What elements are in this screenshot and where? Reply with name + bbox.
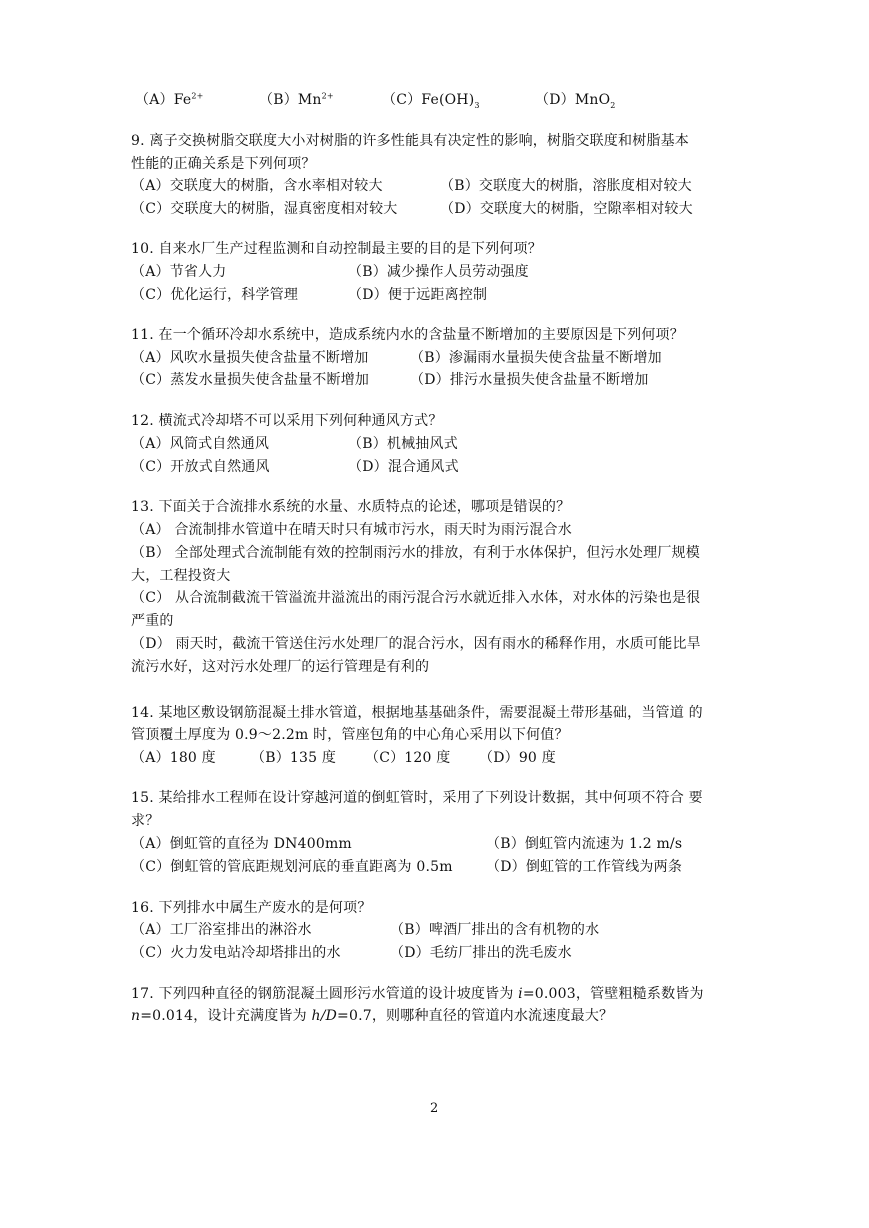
q9-stem-line2: 性能的正确关系是下列何项？ (131, 156, 316, 172)
q15-option-b: （B）倒虹管内流速为 1.2 m/s (486, 836, 683, 852)
q15-option-a: （A）倒虹管的直径为 DN400mm (131, 836, 352, 852)
q11-option-b: （B）渗漏雨水量损失使含盐量不断增加 (410, 350, 662, 366)
q17-stem-line1: 17. 下列四种直径的钢筋混凝土圆形污水管道的设计坡度皆为 i=0.003，管壁粗糙系数皆为 (131, 986, 704, 1002)
q9-stem-line1: 9. 离子交换树脂交联度大小对树脂的许多性能具有决定性的影响，树脂交联度和树脂基本 (131, 133, 690, 149)
q16-option-c: （C）火力发电站冷却塔排出的水 (131, 945, 341, 961)
q13-stem: 13. 下面关于合流排水系统的水量、水质特点的论述，哪项是错误的？ (131, 499, 571, 515)
q14-stem-line2: 管顶覆土厚度为 0.9～2.2m 时，管座包角的中心角心采用以下何值？ (131, 727, 569, 743)
q15-stem-line2: 求？ (131, 813, 160, 829)
q14-option-c: （C）120 度 (365, 750, 451, 766)
q9-option-b: （B）交联度大的树脂，溶胀度相对较大 (440, 178, 692, 194)
q8-option-d: （D）MnO$_2$ (535, 92, 616, 110)
q16-option-d: （D）毛纺厂排出的洗毛废水 (390, 945, 572, 961)
q8-option-c: $(C)Fe(OH)_3$ (382, 92, 480, 110)
q11-stem: 11. 在一个循环冷却水系统中，造成系统内水的含盐量不断增加的主要原因是下列何项？ (131, 327, 684, 343)
q15-option-d: （D）倒虹管的工作管线为两条 (486, 859, 683, 875)
q12-option-a: （A）风筒式自然通风 (131, 436, 270, 452)
q9-option-a: （A）交联度大的树脂，含水率相对较大 (131, 178, 383, 194)
q16-stem: 16. 下列排水中属生产废水的是何项？ (131, 900, 372, 916)
q13-option-b-line1: （B） 全部处理式合流制能有效的控制雨污水的排放，有利于水体保护，但污水处理厂规模 (131, 545, 700, 561)
q14-stem-line1: 14. 某地区敷设钢筋混凝土排水管道，根据地基基础条件，需要混凝土带形基础，当管道 的 (131, 705, 703, 721)
q16-option-a: （A）工厂浴室排出的淋浴水 (131, 922, 312, 938)
q11-option-d: （D）排污水量损失使含盐量不断增加 (410, 372, 649, 388)
q11-option-a: （A）风吹水量损失使含盐量不断增加 (131, 350, 369, 366)
q10-option-d: （D）便于远距离控制 (348, 287, 488, 303)
q13-option-a: （A） 合流制排水管道中在晴天时只有城市污水，雨天时为雨污混合水 (131, 522, 572, 538)
q10-option-c: （C）优化运行，科学管理 (131, 287, 299, 303)
q11-option-c: （C）蒸发水量损失使含盐量不断增加 (131, 372, 370, 388)
q13-option-d-line2: 流污水好，这对污水处理厂的运行管理是有利的 (131, 659, 430, 675)
q9-option-d: （D）交联度大的树脂，空隙率相对较大 (440, 201, 693, 217)
q13-option-c-line2: 严重的 (131, 613, 174, 629)
q8-option-a: $(A)Fe^{2+}$ (135, 91, 204, 108)
q12-option-c: （C）开放式自然通风 (131, 459, 270, 475)
q13-option-b-line2: 大，工程投资大 (131, 568, 231, 584)
q16-option-b: （B）啤酒厂排出的含有机物的水 (390, 922, 600, 938)
q14-option-b: （B）135 度 (251, 750, 337, 766)
q15-option-c: （C）倒虹管的管底距规划河底的垂直距离为 0.5m (131, 859, 453, 875)
q13-option-d-line1: （D） 雨天时，截流干管送住污水处理厂的混合污水，因有雨水的稀释作用，水质可能比旱 (131, 636, 701, 652)
q15-stem-line1: 15. 某给排水工程师在设计穿越河道的倒虹管时，采用了下列设计数据，其中何项不符合 要 (131, 790, 703, 806)
q10-option-a: （A）节省人力 (131, 264, 227, 280)
q14-option-d: （D）90 度 (479, 750, 556, 766)
q10-option-b: （B）减少操作人员劳动强度 (348, 264, 529, 280)
q9-option-c: （C）交联度大的树脂，湿真密度相对较大 (131, 201, 398, 217)
q17-stem-line2: n=0.014，设计充满度皆为 h/D=0.7，则哪种直径的管道内水流速度最大？ (131, 1008, 614, 1024)
page-number: 2 (430, 1101, 439, 1116)
q10-stem: 10. 自来水厂生产过程监测和自动控制最主要的目的是下列何项？ (131, 241, 542, 257)
q13-option-c-line1: （C） 从合流制截流干管溢流井溢流出的雨污混合污水就近排入水体，对水体的污染也是很 (131, 590, 701, 606)
q14-option-a: （A）180 度 (131, 750, 216, 766)
q8-option-b: $(B)Mn^{2+}$ (259, 91, 334, 108)
q12-option-d: （D）混合通风式 (348, 459, 459, 475)
q12-stem: 12. 横流式冷却塔不可以采用下列何种通风方式？ (131, 413, 443, 429)
q12-option-b: （B）机械抽风式 (348, 436, 458, 452)
